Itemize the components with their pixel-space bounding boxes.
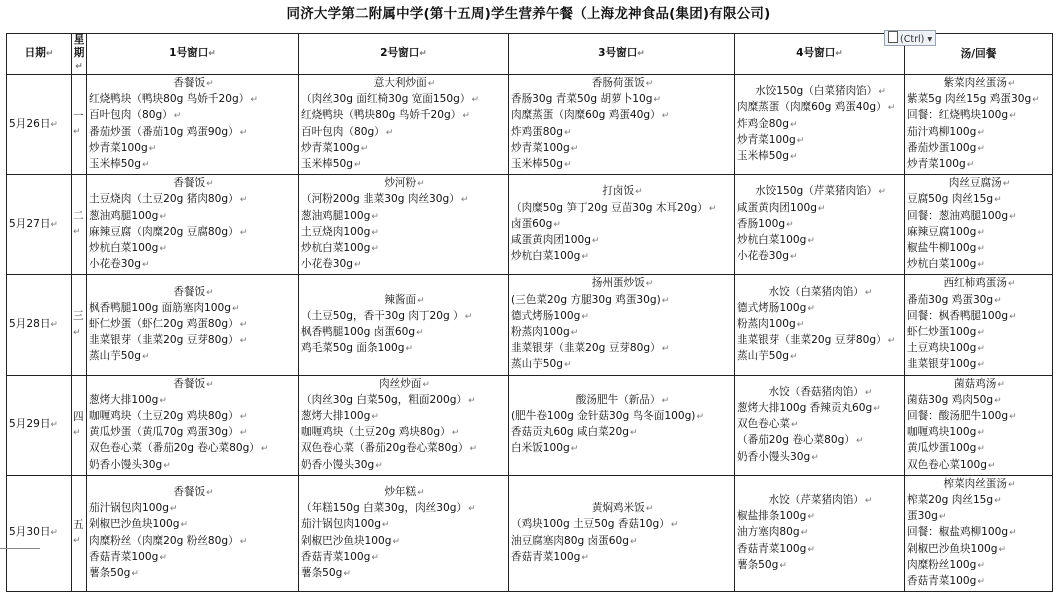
dish-title: 水饺150g（芹菜猪肉馅）↵ [755, 185, 886, 198]
divider [0, 548, 40, 549]
date-text: 5月28日 [9, 317, 51, 330]
soup-cell [905, 475, 1053, 591]
dish-line: 茄汁鸡柳100g↵ [907, 125, 985, 138]
dish-line: 百叶包肉（80g）↵ [89, 109, 182, 122]
dish-line: 虾仁炒蛋100g↵ [907, 326, 985, 339]
window-1-cell [87, 375, 299, 475]
dish-title: 肉丝豆腐汤↵ [948, 177, 1011, 190]
date-cell: 5月26日↵ [7, 75, 72, 175]
dish-line: 香菇贡丸60g 咸白菜20g↵ [511, 426, 638, 439]
date-cell: 5月28日↵ [7, 275, 72, 375]
dish-line: 肉糜蒸蛋（肉糜60g 鸡蛋40g）↵ [511, 109, 670, 122]
dish-line: 菌菇30g 鸡肉50g↵ [907, 393, 1002, 406]
dish-line: 土豆烧肉100g↵ [301, 225, 379, 238]
dish-title: 香餐饭↵ [173, 485, 214, 498]
dish-line: （肉糜50g 笋丁20g 豆苗30g 木耳20g）↵ [511, 201, 717, 214]
dish-line: 薯条50g↵ [89, 566, 139, 579]
window-4-cell [735, 175, 905, 275]
dish-line: 韭菜银芽100g↵ [907, 358, 985, 371]
dish-line: 炒青菜100g↵ [511, 141, 579, 154]
dish-line: 粉蒸肉100g↵ [737, 317, 805, 330]
date-text: 5月30日 [9, 526, 51, 539]
dish-line: 土豆鸡块100g↵ [907, 342, 985, 355]
dish-line: 韭菜银芽（韭菜20g 豆芽80g）↵ [511, 342, 670, 355]
dish-line: 香肠30g 青菜50g 胡萝卜10g↵ [511, 93, 662, 106]
dish-title: 西红柿鸡蛋汤↵ [943, 277, 1016, 290]
dish-line: 蒸山芋50g↵ [511, 358, 572, 371]
window-3-cell [509, 475, 735, 591]
dish-line: 肉糜粉丝100g↵ [907, 558, 985, 571]
dish-title: 肉丝炒面↵ [379, 377, 430, 390]
weekday-text: 二 [73, 210, 84, 223]
dish-title: 水饺（芹菜猪肉馅）↵ [768, 494, 873, 507]
dish-line: （番茄20g 卷心菜80g）↵ [737, 434, 864, 447]
page-title: 同济大学第二附属中学(第十五周)学生营养午餐（上海龙神食品(集团)有限公司) [286, 6, 771, 22]
dish-line: （肉丝30g 面红椅30g 宽面150g）↵ [301, 93, 479, 106]
window-3-cell [509, 375, 735, 475]
dish-line: 番茄炒蛋100g↵ [907, 141, 985, 154]
window-1-cell [87, 175, 299, 275]
dish-line: 红烧鸭块（鸭块80g 鸟娇千20g）↵ [89, 93, 258, 106]
dish-line: 玉米棒50g↵ [511, 158, 572, 171]
dish-title: 水饺（白菜猪肉馅）↵ [768, 285, 873, 298]
dish-line: 香菇青菜100g↵ [511, 550, 589, 563]
soup-cell [905, 275, 1053, 375]
dish-line: 油方塞肉80g↵ [737, 526, 809, 539]
table-row [7, 175, 1053, 275]
dish-line: 黄瓜炒蛋（黄瓜70g 鸡蛋30g）↵ [89, 426, 248, 439]
dish-line: 奶香小馒头30g↵ [301, 458, 383, 471]
date-text: 5月26日 [9, 117, 51, 130]
header-date: 日期↵ [7, 34, 72, 75]
dish-title: 香肠荷蛋饭↵ [591, 77, 654, 89]
dish-line: 小花卷30g↵ [301, 258, 362, 271]
dish-line: 奶香小馒头30g↵ [737, 450, 819, 463]
date-cell: 5月30日↵ [7, 475, 72, 591]
dish-line: （土豆50g，香干30g 肉丁20g ）↵ [301, 309, 473, 322]
dish-title: 香餐饭↵ [173, 377, 214, 390]
date-cell: 5月27日↵ [7, 175, 72, 275]
dish-title: 香餐饭↵ [173, 177, 214, 190]
window-2-cell [299, 75, 509, 175]
weekday-cell: 四↵ [72, 375, 87, 475]
weekday-text: 四 [73, 410, 84, 423]
window-3-cell [509, 175, 735, 275]
dish-title: 黄焖鸡米饭↵ [591, 502, 654, 515]
dish-line: 剁椒巴沙鱼块100g↵ [907, 542, 1007, 555]
dish-line: 奶香小馒头30g↵ [89, 458, 171, 471]
dish-line: 鸡毛菜50g 面条100g↵ [301, 342, 414, 355]
dish-line: （肉丝30g 白菜50g，粗面200g）↵ [301, 393, 476, 406]
dish-line: 番茄30g 鸡蛋30g↵ [907, 293, 1002, 306]
dish-line: 炒杭白菜100g↵ [907, 258, 985, 271]
menu-table [6, 33, 1053, 592]
window-2-cell [299, 475, 509, 591]
window-1-cell [87, 475, 299, 591]
dish-line: 炸鸡蛋80g↵ [511, 125, 572, 138]
dish-line: 黄瓜炒蛋100g↵ [907, 442, 985, 455]
dish-line: 肉糜粉丝（肉糜20g 粉丝80g）↵ [89, 534, 248, 547]
window-1-cell [87, 275, 299, 375]
dish-line: （鸡块100g 土豆50g 香菇10g）↵ [511, 518, 679, 531]
table-row [7, 275, 1053, 375]
date-text: 5月29日 [9, 418, 51, 431]
dish-line: 紫菜5g 肉丝15g 鸡蛋30g↵ [907, 93, 1040, 106]
dish-line: 咸蛋黄肉团100g↵ [511, 233, 600, 246]
dish-line: 回餐：葱油鸡腿100g↵ [907, 209, 1017, 222]
dish-line: 香肠100g↵ [737, 217, 794, 230]
clipboard-icon [888, 31, 898, 43]
dish-line: 玉米棒50g↵ [737, 149, 798, 162]
dish-line: 蒸山芋50g↵ [737, 350, 798, 363]
dish-line: 韭菜银芽（韭菜20g 豆芽80g）↵ [737, 334, 896, 347]
dish-line: 炒杭白菜100g↵ [301, 242, 379, 255]
header-window-2: 2号窗口↵ [299, 34, 509, 75]
dish-line: 咖喱鸡块（土豆20g 鸡块80g）↵ [89, 410, 248, 423]
dish-line: 炒青菜100g↵ [89, 141, 157, 154]
dish-line: 炒杭白菜100g↵ [737, 233, 815, 246]
dish-line: 葱烤大排100g↵ [89, 393, 167, 406]
dish-line: 虾仁炒蛋（虾仁20g 鸡蛋80g）↵ [89, 317, 248, 330]
window-2-cell [299, 175, 509, 275]
dish-line: 回餐：椒盐鸡柳100g↵ [907, 526, 1017, 539]
soup-cell [905, 375, 1053, 475]
dish-line: 炒杭白菜100g↵ [89, 242, 167, 255]
dish-line: 玉米棒50g↵ [301, 158, 362, 171]
dish-line: 油豆腐塞肉80g 卤蛋60g↵ [511, 534, 638, 547]
dish-line: 炒青菜100g↵ [737, 133, 805, 146]
dish-line: 薯条50g↵ [301, 566, 351, 579]
table-row [7, 475, 1053, 591]
dish-line: 葱油鸡腿100g↵ [89, 209, 167, 222]
weekday-cell: 五↵ [72, 475, 87, 591]
dish-title: 榨菜肉丝蛋汤↵ [943, 477, 1016, 490]
dish-line: 百叶包肉（80g）↵ [301, 125, 394, 138]
dish-title: 辣酱面↵ [384, 293, 425, 306]
dish-title: 意大利炒面↵ [373, 77, 436, 89]
window-4-cell [735, 375, 905, 475]
dish-title: 菌菇鸡汤↵ [954, 377, 1005, 390]
window-4-cell [735, 475, 905, 591]
window-3-cell [509, 75, 735, 175]
dish-line: 椒盐排条100g↵ [737, 510, 815, 523]
dish-title: 酸汤肥牛（新品）↵ [575, 393, 670, 406]
date-text: 5月27日 [9, 217, 51, 230]
dish-line: 韭菜银芽（韭菜20g 豆芽80g）↵ [89, 334, 248, 347]
soup-cell [905, 75, 1053, 175]
window-4-cell [735, 75, 905, 175]
dish-line: 炒杭白菜100g↵ [511, 250, 589, 263]
dish-line: 咖喱鸡块（土豆20g 鸡块80g）↵ [301, 426, 460, 439]
dish-line: 蛋30g↵ [907, 510, 947, 523]
dish-line: 玉米棒50g↵ [89, 158, 150, 171]
dish-line: 红烧鸭块（鸭块80g 鸟娇千20g）↵ [301, 109, 470, 122]
dish-line: 炸鸡金80g↵ [737, 117, 798, 130]
dish-line: 葱烤大排100g 香辣贡丸60g↵ [737, 401, 881, 414]
weekday-text: 五 [73, 518, 84, 531]
dish-line: 咸蛋黄肉团100g↵ [737, 201, 826, 214]
dish-line: 薯条50g↵ [737, 558, 787, 571]
dish-title: 香餐饭↵ [173, 285, 214, 298]
dish-line: 香菇青菜100g↵ [737, 542, 815, 555]
dish-line: 茄汁锅包肉100g↵ [89, 502, 178, 515]
dish-line: 枫香鸭腿100g 面筋塞肉100g↵ [89, 301, 240, 314]
dish-line: 蒸山芋50g↵ [89, 350, 150, 363]
paste-options-button[interactable]: (Ctrl) ▾ [884, 30, 936, 46]
header-window-3: 3号窗口↵ [509, 34, 735, 75]
header-soup: 汤/回餐 [905, 34, 1053, 75]
dish-line: 回餐：红烧鸭块100g↵ [907, 109, 1017, 122]
dish-line: 香菇青菜100g↵ [907, 575, 985, 588]
dish-line: 炒青菜100g↵ [301, 141, 369, 154]
header-week: 星期↵ [72, 34, 87, 75]
dish-line: 土豆烧肉（土豆20g 猪肉80g）↵ [89, 193, 248, 206]
header-window-4: 4号窗口↵ [735, 34, 905, 75]
window-2-cell [299, 375, 509, 475]
dish-line: 双色卷心菜100g↵ [907, 458, 996, 471]
weekday-cell: 一↵ [72, 75, 87, 175]
weekday-text: 一 [73, 109, 84, 122]
dish-line: 葱烤大排100g↵ [301, 410, 379, 423]
dish-line: 双色卷心菜（番茄20g 卷心菜80g）↵ [89, 442, 269, 455]
dish-line: 肉糜蒸蛋（肉糜60g 鸡蛋40g）↵ [737, 101, 896, 114]
dish-line: 德式烤肠100g↵ [511, 309, 589, 322]
dish-line: （年糕150g 白菜30g，肉丝30g）↵ [301, 502, 476, 515]
window-2-cell [299, 275, 509, 375]
dish-line: 小花卷30g↵ [737, 250, 798, 263]
dish-line: 剁椒巴沙鱼块100g↵ [301, 534, 401, 547]
dish-title: 香餐饭↵ [173, 77, 214, 89]
window-4-cell [735, 275, 905, 375]
table-row [7, 75, 1053, 175]
dish-line: 葱油鸡腿100g↵ [301, 209, 379, 222]
weekday-cell: 三↵ [72, 275, 87, 375]
dish-line: 回餐：酸汤肥牛100g↵ [907, 410, 1017, 423]
dish-line: 豆腐50g 肉丝15g↵ [907, 193, 1002, 206]
dish-title: 扬州蛋炒饭↵ [591, 277, 654, 290]
dish-title: 紫菜肉丝蛋汤↵ [943, 77, 1016, 89]
dish-title: 炒年糕↵ [384, 485, 425, 498]
window-3-cell [509, 275, 735, 375]
dish-line: 小花卷30g↵ [89, 258, 150, 271]
dish-line: 德式烤肠100g↵ [737, 301, 815, 314]
dish-line: 香菇青菜100g↵ [301, 550, 379, 563]
dish-line: 双色卷心菜↵ [737, 418, 799, 431]
dish-line: 粉蒸肉100g↵ [511, 326, 579, 339]
dish-line: 麻辣豆腐100g↵ [907, 225, 985, 238]
dish-title: 打卤饭↵ [602, 185, 643, 198]
dish-line: 双色卷心菜（番茄20g卷心菜80g）↵ [301, 442, 478, 455]
header-window-1: 1号窗口↵ [87, 34, 299, 75]
weekday-cell: 二↵ [72, 175, 87, 275]
dish-line: 香菇青菜100g↵ [89, 550, 167, 563]
dish-title: 水饺150g（白菜猪肉馅）↵ [755, 85, 886, 98]
window-1-cell [87, 75, 299, 175]
dish-line: 椒盐牛柳100g↵ [907, 242, 985, 255]
dish-line: (三色菜20g 方腿30g 鸡蛋30g)↵ [511, 293, 670, 306]
dish-line: 枫香鸭腿100g 卤蛋60g↵ [301, 326, 424, 339]
dish-line: 炒青菜100g↵ [907, 158, 975, 171]
dish-line: （河粉200g 韭菜30g 肉丝30g）↵ [301, 193, 469, 206]
dish-line: 白米饭100g↵ [511, 442, 579, 455]
dish-line: 剁椒巴沙鱼块100g↵ [89, 518, 189, 531]
dish-line: 榨菜20g 肉丝15g↵ [907, 494, 1002, 507]
dish-line: 番茄炒蛋（番茄10g 鸡蛋90g）↵ [89, 125, 248, 138]
dish-title: 水饺（香菇猪肉馅）↵ [768, 385, 873, 398]
weekday-text: 三 [73, 310, 84, 323]
dish-line: 茄汁锅包肉100g↵ [301, 518, 390, 531]
table-row [7, 375, 1053, 475]
dish-title: 炒河粉↵ [384, 177, 425, 190]
dish-line: 卤蛋60g↵ [511, 217, 561, 230]
dish-line: 麻辣豆腐（肉糜20g 豆腐80g）↵ [89, 225, 248, 238]
dish-line: 咖喱鸡块100g↵ [907, 426, 985, 439]
soup-cell [905, 175, 1053, 275]
dish-line: (肥牛卷100g 金针菇30g 鸟冬面100g)↵ [511, 410, 704, 423]
date-cell: 5月29日↵ [7, 375, 72, 475]
dish-line: 回餐：枫香鸭腿100g↵ [907, 309, 1017, 322]
